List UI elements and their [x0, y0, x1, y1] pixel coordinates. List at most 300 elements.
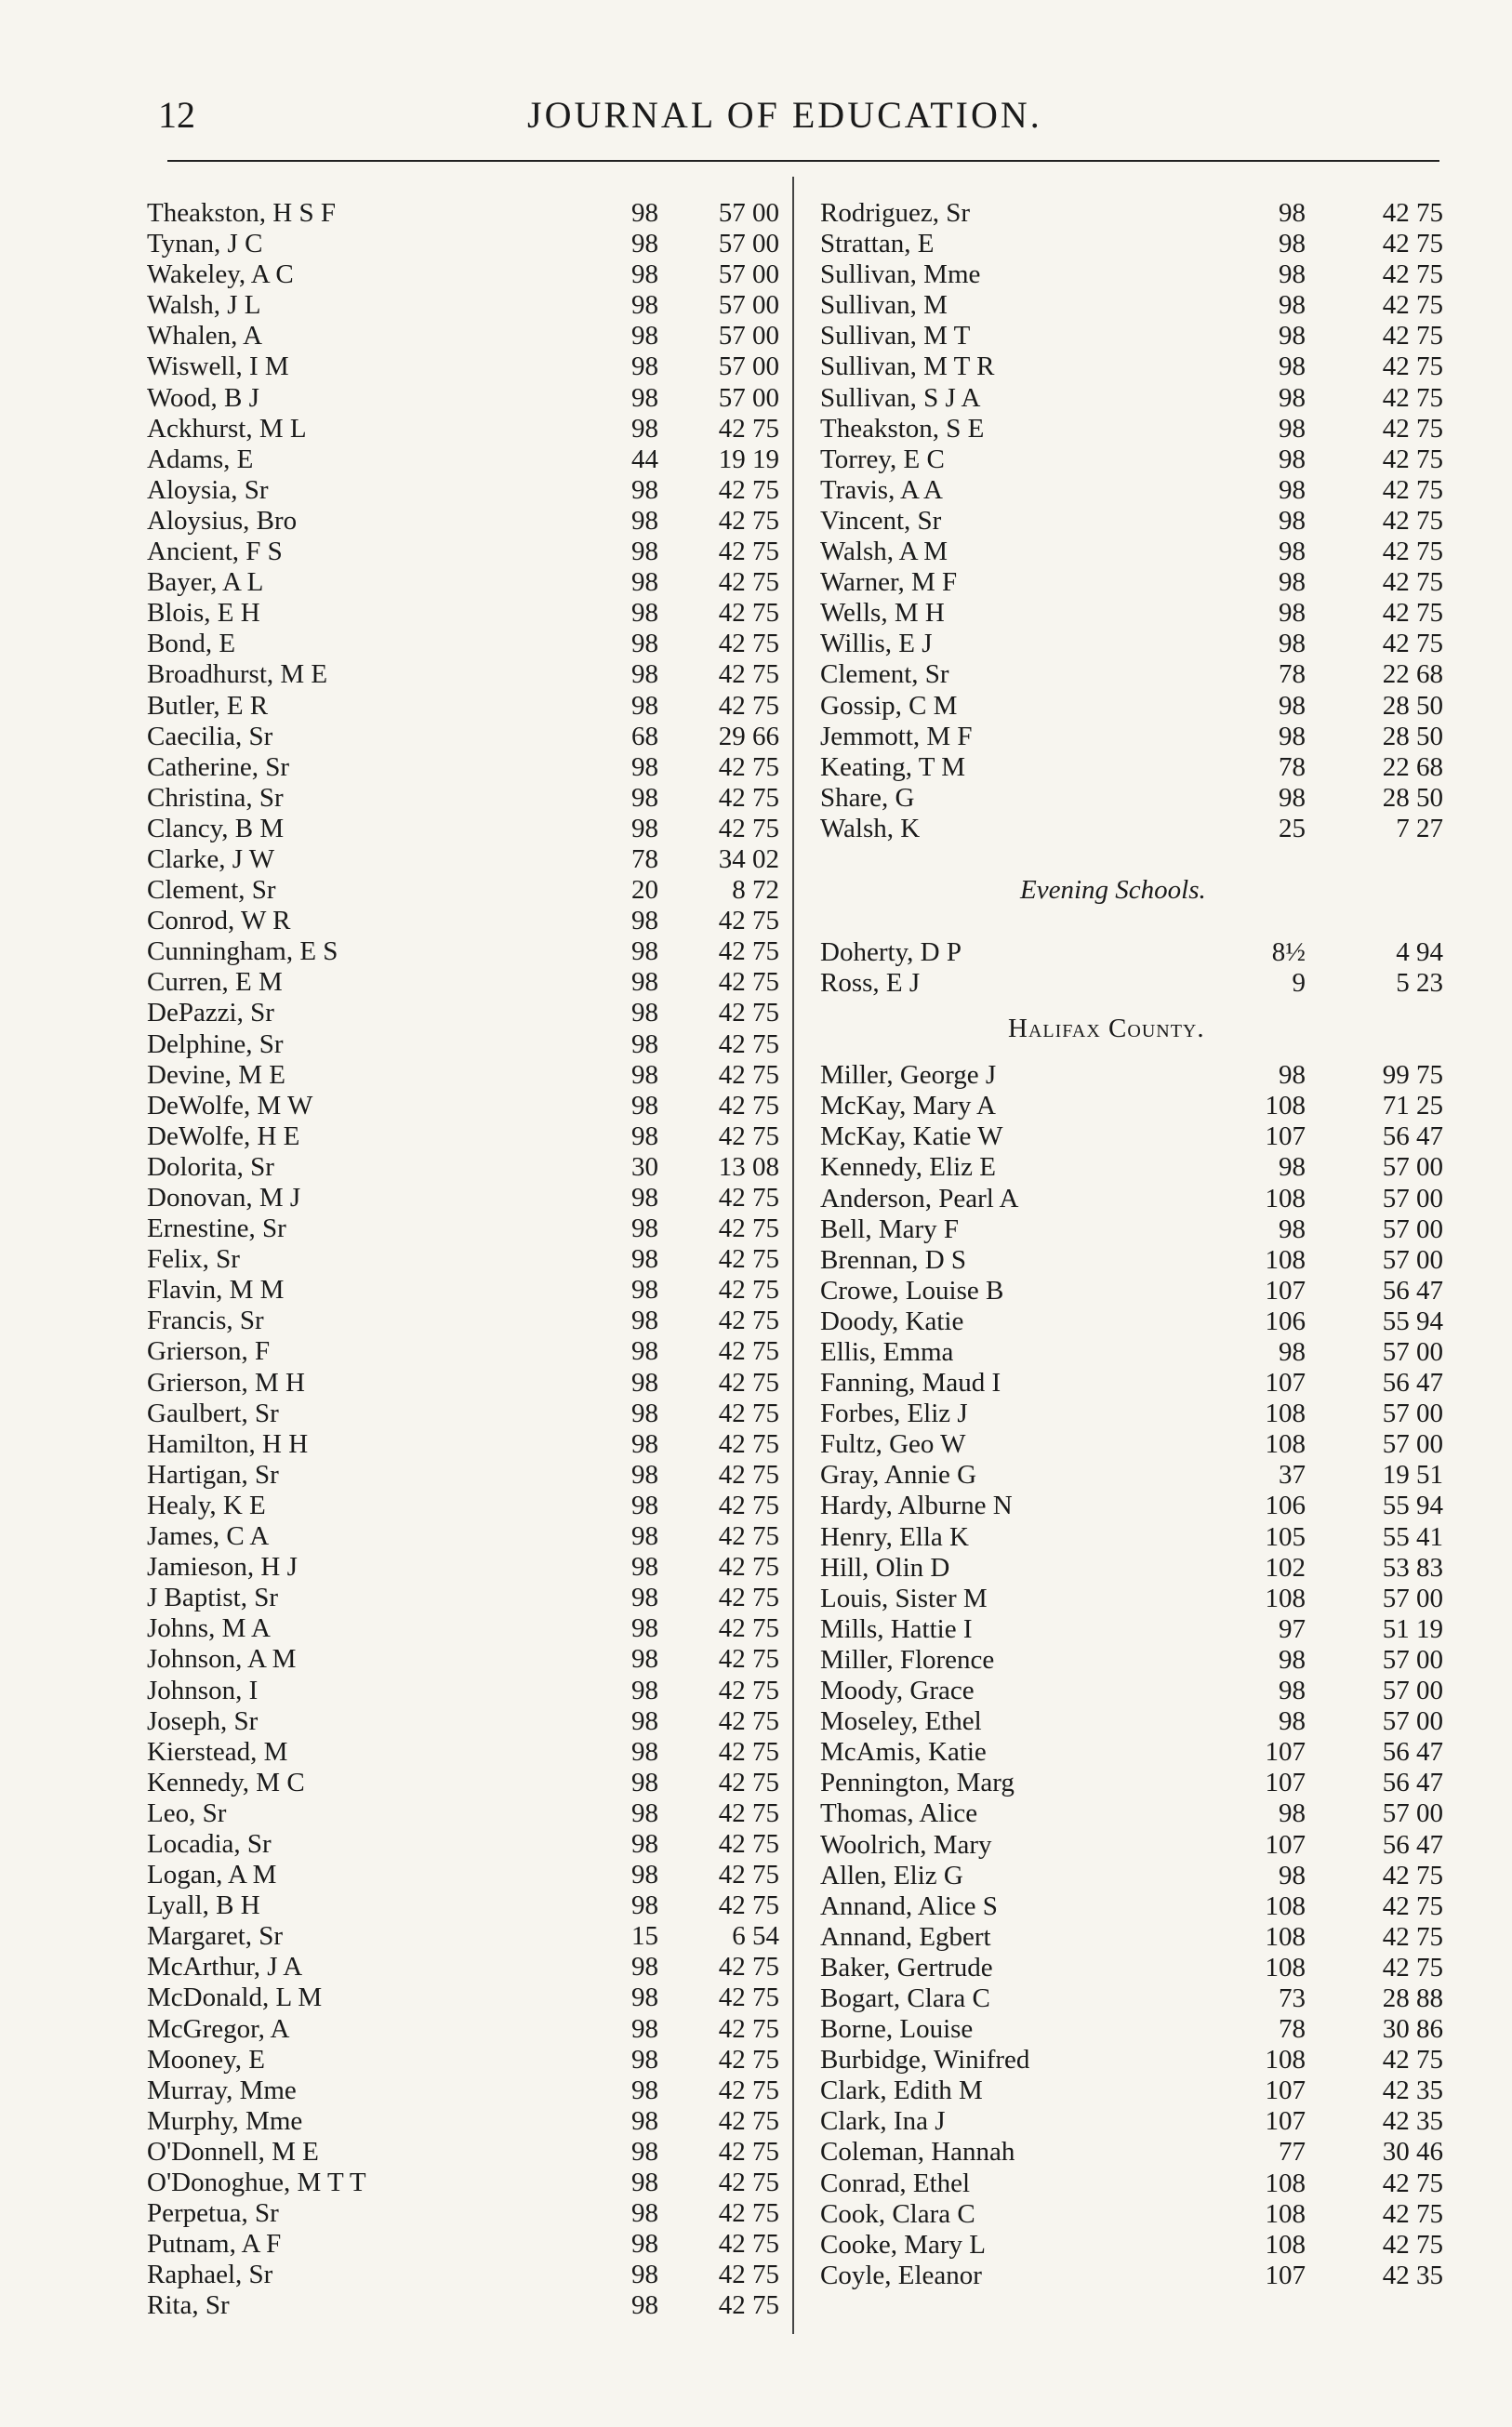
days-taught: 108 [1265, 2229, 1306, 2260]
days-taught: 97 [1279, 1613, 1306, 1644]
amount-paid: 42 75 [718, 1490, 779, 1520]
teacher-name: Annand, Egbert [820, 1921, 991, 1952]
days-taught: 98 [1279, 229, 1306, 259]
amount-paid: 42 75 [718, 2198, 779, 2229]
amount-paid: 42 75 [718, 1705, 779, 1736]
teacher-name: Burbidge, Winifred [820, 2045, 1030, 2076]
table-row [147, 2106, 779, 2137]
days-taught: 107 [1265, 1368, 1306, 1399]
amount-paid: 57 00 [718, 198, 779, 228]
amount-paid: 42 75 [718, 1828, 779, 1859]
teacher-name: Catherine, Sr [147, 751, 290, 782]
teacher-name: Bogart, Clara C [820, 1983, 990, 2013]
section-heading-county [820, 999, 1452, 1060]
teacher-name: Margaret, Sr [147, 1921, 284, 1952]
table-row [147, 967, 779, 998]
amount-paid: 57 00 [1382, 1583, 1443, 1613]
days-taught: 108 [1265, 1091, 1306, 1121]
days-taught: 98 [631, 474, 658, 505]
days-taught: 98 [631, 598, 658, 629]
table-row [820, 1798, 1452, 1829]
table-row [820, 783, 1452, 814]
teacher-name: Jamieson, H J [147, 1552, 298, 1583]
amount-paid: 57 00 [1382, 1644, 1443, 1675]
amount-paid: 42 75 [1382, 290, 1443, 321]
table-row [820, 1737, 1452, 1768]
teacher-name: Wakeley, A C [147, 259, 294, 290]
days-taught: 98 [1279, 690, 1306, 721]
amount-paid: 55 41 [1382, 1521, 1443, 1552]
amount-paid: 42 75 [718, 2168, 779, 2197]
days-taught: 108 [1265, 1952, 1306, 1983]
amount-paid: 19 51 [1382, 1460, 1443, 1491]
table-row [820, 414, 1452, 444]
days-taught: 98 [1279, 413, 1306, 444]
amount-paid: 42 75 [718, 1583, 779, 1613]
teacher-name: Theakston, H S F [147, 198, 336, 228]
amount-paid: 42 75 [1382, 229, 1443, 259]
right-list-evening [820, 937, 1452, 999]
table-row [147, 2198, 779, 2229]
table-row [820, 229, 1452, 259]
table-row [820, 1584, 1452, 1614]
days-taught: 98 [631, 1214, 658, 1244]
days-taught: 98 [1279, 1860, 1306, 1890]
amount-paid: 22 68 [1382, 751, 1443, 782]
days-taught: 37 [1279, 1460, 1306, 1491]
amount-paid: 42 75 [1382, 629, 1443, 659]
amount-paid: 42 75 [718, 659, 779, 690]
days-taught: 98 [1279, 629, 1306, 659]
teacher-name: Kierstead, M [147, 1736, 288, 1767]
page-header [158, 93, 1441, 149]
table-row [820, 2168, 1452, 2199]
teacher-name: DeWolfe, H E [147, 1121, 300, 1151]
table-row [147, 1890, 779, 1921]
table-row [820, 1614, 1452, 1645]
amount-paid: 42 75 [1382, 567, 1443, 598]
amount-paid: 42 75 [1382, 1860, 1443, 1890]
teacher-name: Flavin, M M [147, 1275, 285, 1306]
amount-paid: 42 75 [1382, 2198, 1443, 2229]
teacher-name: Moody, Grace [820, 1676, 975, 1706]
table-row [147, 259, 779, 290]
amount-paid: 42 75 [718, 2013, 779, 2044]
teacher-name: Anderson, Pearl A [820, 1183, 1019, 1214]
table-row [147, 444, 779, 475]
teacher-name: Lyall, B H [147, 1890, 260, 1921]
table-row [147, 1275, 779, 1306]
days-taught: 98 [631, 1183, 658, 1213]
days-taught: 98 [1279, 321, 1306, 351]
header-rule [167, 160, 1439, 162]
teacher-name: Ross, E J [820, 968, 921, 999]
days-taught: 98 [631, 1275, 658, 1306]
amount-paid: 42 75 [718, 2290, 779, 2321]
table-row [820, 1768, 1452, 1798]
teacher-name: Clancy, B M [147, 813, 285, 843]
days-taught: 20 [631, 875, 658, 906]
days-taught: 107 [1265, 1121, 1306, 1152]
days-taught: 98 [631, 1121, 658, 1151]
teacher-name: Murray, Mme [147, 2075, 297, 2105]
teacher-name: Cooke, Mary L [820, 2229, 986, 2260]
days-taught: 98 [1279, 721, 1306, 751]
teacher-name: Donovan, M J [147, 1183, 301, 1213]
teacher-name: Adams, E [147, 444, 254, 474]
amount-paid: 42 35 [1382, 2106, 1443, 2137]
table-row [147, 659, 779, 690]
amount-paid: 42 75 [718, 1644, 779, 1675]
days-taught: 73 [1279, 1983, 1306, 2013]
table-row [820, 1091, 1452, 1121]
teacher-name: Christina, Sr [147, 782, 284, 813]
table-row [147, 1983, 779, 2013]
amount-paid: 42 75 [1382, 444, 1443, 474]
days-taught: 98 [1279, 1706, 1306, 1737]
table-row [147, 1460, 779, 1491]
teacher-name: Ernestine, Sr [147, 1214, 286, 1244]
teacher-name: Gossip, C M [820, 690, 958, 721]
teacher-name: Annand, Alice S [820, 1890, 998, 1921]
amount-paid: 42 75 [718, 1890, 779, 1921]
table-row [820, 1983, 1452, 2014]
right-column [820, 198, 1452, 2291]
days-taught: 78 [631, 843, 658, 874]
days-taught: 108 [1265, 1399, 1306, 1429]
teacher-name: Felix, Sr [147, 1244, 240, 1275]
days-taught: 108 [1265, 1890, 1306, 1921]
table-row [820, 1184, 1452, 1214]
amount-paid: 8 72 [732, 875, 779, 906]
days-taught: 98 [631, 1613, 658, 1644]
table-row [820, 1522, 1452, 1553]
amount-paid: 42 75 [718, 782, 779, 813]
amount-paid: 42 75 [718, 1428, 779, 1459]
teacher-name: Putnam, A F [147, 2229, 282, 2260]
teacher-name: Mooney, E [147, 2044, 265, 2075]
teacher-name: Joseph, Sr [147, 1705, 259, 1736]
table-row [147, 1552, 779, 1583]
table-row [147, 814, 779, 844]
teacher-name: Baker, Gertrude [820, 1952, 993, 1983]
amount-paid: 42 75 [1382, 598, 1443, 629]
teacher-name: Allen, Eliz G [820, 1860, 963, 1890]
days-taught: 98 [631, 1028, 658, 1059]
table-row [820, 1399, 1452, 1429]
table-row [147, 2290, 779, 2321]
days-taught: 98 [1279, 382, 1306, 413]
days-taught: 25 [1279, 813, 1306, 843]
table-row [147, 1829, 779, 1860]
teacher-name: Cunningham, E S [147, 936, 338, 967]
table-row [820, 1245, 1452, 1276]
days-taught: 98 [631, 2260, 658, 2290]
teacher-name: Brennan, D S [820, 1244, 967, 1275]
days-taught: 78 [1279, 751, 1306, 782]
table-row [147, 321, 779, 351]
table-row [147, 1676, 779, 1706]
amount-paid: 57 00 [718, 382, 779, 413]
days-taught: 98 [631, 1306, 658, 1336]
table-row [820, 2199, 1452, 2230]
amount-paid: 57 00 [1382, 1798, 1443, 1829]
teacher-name: Walsh, K [820, 813, 921, 843]
right-list-county [820, 1060, 1452, 2291]
table-row [820, 691, 1452, 722]
teacher-name: Wells, M H [820, 598, 945, 629]
table-row [820, 1460, 1452, 1491]
amount-paid: 42 75 [718, 1459, 779, 1490]
teacher-name: Sullivan, M T [820, 321, 971, 351]
table-row [820, 567, 1452, 598]
days-taught: 108 [1265, 1244, 1306, 1275]
amount-paid: 42 75 [718, 967, 779, 998]
days-taught: 98 [1279, 782, 1306, 813]
teacher-name: Aloysia, Sr [147, 474, 269, 505]
teacher-name: McAmis, Katie [820, 1737, 987, 1768]
amount-paid: 42 75 [1382, 321, 1443, 351]
days-taught: 98 [631, 1860, 658, 1890]
table-row [147, 844, 779, 875]
days-taught: 107 [1265, 1768, 1306, 1798]
teacher-name: Woolrich, Mary [820, 1829, 992, 1860]
table-row [820, 1645, 1452, 1676]
days-taught: 98 [631, 1336, 658, 1367]
teacher-name: Sullivan, S J A [820, 382, 981, 413]
table-row [147, 506, 779, 537]
teacher-name: Doody, Katie [820, 1306, 964, 1336]
table-row [147, 537, 779, 567]
days-taught: 98 [631, 1736, 658, 1767]
days-taught: 98 [631, 813, 658, 843]
amount-paid: 71 25 [1382, 1091, 1443, 1121]
page-title: JOURNAL OF EDUCATION. [527, 94, 1042, 136]
amount-paid: 42 75 [718, 1028, 779, 1059]
teacher-name: Coleman, Hannah [820, 2137, 1015, 2168]
teacher-name: Delphine, Sr [147, 1028, 284, 1059]
teacher-name: McArthur, J A [147, 1952, 303, 1983]
teacher-name: Bayer, A L [147, 567, 264, 598]
teacher-name: Logan, A M [147, 1860, 277, 1890]
table-row [820, 351, 1452, 382]
days-taught: 98 [631, 567, 658, 598]
teacher-name: Johns, M A [147, 1613, 271, 1644]
days-taught: 98 [1279, 444, 1306, 474]
teacher-name: Ellis, Emma [820, 1337, 954, 1367]
amount-paid: 42 75 [718, 1306, 779, 1336]
amount-paid: 4 94 [1396, 936, 1443, 967]
days-taught: 107 [1265, 2076, 1306, 2106]
days-taught: 108 [1265, 1583, 1306, 1613]
teacher-name: Hartigan, Sr [147, 1459, 279, 1490]
table-row [820, 968, 1452, 999]
table-row [147, 1613, 779, 1644]
table-row [147, 936, 779, 967]
amount-paid: 56 47 [1382, 1368, 1443, 1399]
table-row [147, 2076, 779, 2106]
days-taught: 98 [1279, 1152, 1306, 1183]
amount-paid: 42 75 [1382, 2168, 1443, 2198]
teacher-name: McKay, Katie W [820, 1121, 1003, 1152]
teacher-name: Ackhurst, M L [147, 413, 307, 444]
days-taught: 78 [1279, 2014, 1306, 2045]
days-taught: 78 [1279, 659, 1306, 690]
table-row [820, 506, 1452, 537]
table-row [147, 1921, 779, 1952]
table-row [147, 2229, 779, 2260]
days-taught: 98 [631, 290, 658, 321]
amount-paid: 57 00 [718, 351, 779, 382]
teacher-name: Cook, Clara C [820, 2198, 975, 2229]
amount-paid: 42 75 [718, 751, 779, 782]
days-taught: 98 [631, 1059, 658, 1090]
table-row [147, 198, 779, 229]
amount-paid: 42 75 [718, 1675, 779, 1705]
amount-paid: 30 86 [1382, 2014, 1443, 2045]
days-taught: 98 [631, 659, 658, 690]
amount-paid: 42 75 [718, 474, 779, 505]
teacher-name: Sullivan, M T R [820, 351, 995, 382]
days-taught: 98 [631, 2013, 658, 2044]
teacher-name: Johnson, I [147, 1675, 259, 1705]
amount-paid: 99 75 [1382, 1060, 1443, 1091]
teacher-name: Walsh, A M [820, 537, 948, 567]
days-taught: 98 [631, 751, 658, 782]
days-taught: 98 [631, 1583, 658, 1613]
days-taught: 98 [631, 1459, 658, 1490]
table-row [820, 1676, 1452, 1706]
amount-paid: 57 00 [718, 290, 779, 321]
table-row [147, 783, 779, 814]
table-row [820, 1830, 1452, 1861]
table-row [147, 229, 779, 259]
days-taught: 30 [631, 1151, 658, 1182]
days-taught: 98 [631, 2136, 658, 2167]
right-list-schools [820, 198, 1452, 844]
table-row [820, 537, 1452, 567]
teacher-name: Clement, Sr [147, 875, 276, 906]
amount-paid: 13 08 [718, 1151, 779, 1182]
amount-paid: 42 75 [718, 1090, 779, 1121]
days-taught: 98 [1279, 1337, 1306, 1367]
teacher-name: Bond, E [147, 629, 236, 659]
table-row [147, 475, 779, 506]
table-row [820, 722, 1452, 752]
amount-paid: 42 75 [1382, 351, 1443, 382]
teacher-name: Doherty, D P [820, 936, 962, 967]
days-taught: 98 [631, 229, 658, 259]
days-taught: 98 [631, 906, 658, 936]
amount-paid: 42 75 [718, 1552, 779, 1583]
table-row [147, 1644, 779, 1675]
days-taught: 98 [631, 2168, 658, 2197]
amount-paid: 42 75 [718, 1983, 779, 2013]
amount-paid: 42 75 [718, 598, 779, 629]
teacher-name: Rodriguez, Sr [820, 198, 971, 228]
amount-paid: 28 50 [1382, 721, 1443, 751]
days-taught: 98 [1279, 351, 1306, 382]
teacher-name: Hamilton, H H [147, 1428, 309, 1459]
amount-paid: 6 54 [732, 1921, 779, 1952]
amount-paid: 28 50 [1382, 782, 1443, 813]
table-row [147, 1952, 779, 1983]
table-row [820, 475, 1452, 506]
table-row [820, 2014, 1452, 2045]
teacher-name: Kennedy, Eliz E [820, 1152, 996, 1183]
days-taught: 107 [1265, 1275, 1306, 1306]
amount-paid: 42 75 [1382, 198, 1443, 228]
days-taught: 98 [631, 1644, 658, 1675]
amount-paid: 51 19 [1382, 1613, 1443, 1644]
amount-paid: 55 94 [1382, 1491, 1443, 1521]
teacher-name: Perpetua, Sr [147, 2198, 279, 2229]
teacher-name: Locadia, Sr [147, 1828, 272, 1859]
amount-paid: 42 75 [1382, 1952, 1443, 1983]
page-number: 12 [158, 94, 195, 136]
teacher-name: Willis, E J [820, 629, 933, 659]
table-row [820, 2137, 1452, 2168]
teacher-name: Torrey, E C [820, 444, 945, 474]
days-taught: 98 [631, 2229, 658, 2260]
amount-paid: 42 75 [718, 2105, 779, 2136]
table-row [820, 1891, 1452, 1922]
amount-paid: 42 75 [718, 2044, 779, 2075]
days-taught: 98 [631, 1090, 658, 1121]
amount-paid: 42 75 [718, 1952, 779, 1983]
teacher-name: Grierson, F [147, 1336, 271, 1367]
table-row [820, 1306, 1452, 1337]
table-row [820, 321, 1452, 351]
amount-paid: 57 00 [1382, 1337, 1443, 1367]
teacher-name: Hill, Olin D [820, 1552, 950, 1583]
amount-paid: 7 27 [1396, 813, 1443, 843]
days-taught: 98 [631, 1552, 658, 1583]
table-row [820, 752, 1452, 783]
teacher-name: Clark, Edith M [820, 2076, 983, 2106]
days-taught: 98 [631, 1675, 658, 1705]
days-taught: 98 [631, 2075, 658, 2105]
table-row [147, 598, 779, 629]
table-row [147, 383, 779, 414]
days-taught: 107 [1265, 1829, 1306, 1860]
days-taught: 98 [631, 198, 658, 228]
teacher-name: Wood, B J [147, 382, 259, 413]
days-taught: 8½ [1271, 936, 1306, 967]
amount-paid: 42 75 [718, 1183, 779, 1213]
table-row [820, 2045, 1452, 2076]
amount-paid: 42 75 [1382, 382, 1443, 413]
teacher-name: Gray, Annie G [820, 1460, 977, 1491]
days-taught: 107 [1265, 2106, 1306, 2137]
teacher-name: Rita, Sr [147, 2290, 230, 2321]
table-row [147, 2045, 779, 2076]
teacher-name: DeWolfe, M W [147, 1090, 313, 1121]
teacher-name: Strattan, E [820, 229, 935, 259]
amount-paid: 42 75 [718, 1121, 779, 1151]
table-row [820, 1706, 1452, 1737]
amount-paid: 42 75 [718, 505, 779, 536]
amount-paid: 42 75 [718, 1214, 779, 1244]
teacher-name: Devine, M E [147, 1059, 285, 1090]
amount-paid: 42 75 [718, 1797, 779, 1828]
days-taught: 98 [631, 351, 658, 382]
days-taught: 108 [1265, 2198, 1306, 2229]
table-row [147, 1091, 779, 1121]
teacher-name: Sullivan, M [820, 290, 948, 321]
table-row [820, 1121, 1452, 1152]
days-taught: 98 [631, 782, 658, 813]
